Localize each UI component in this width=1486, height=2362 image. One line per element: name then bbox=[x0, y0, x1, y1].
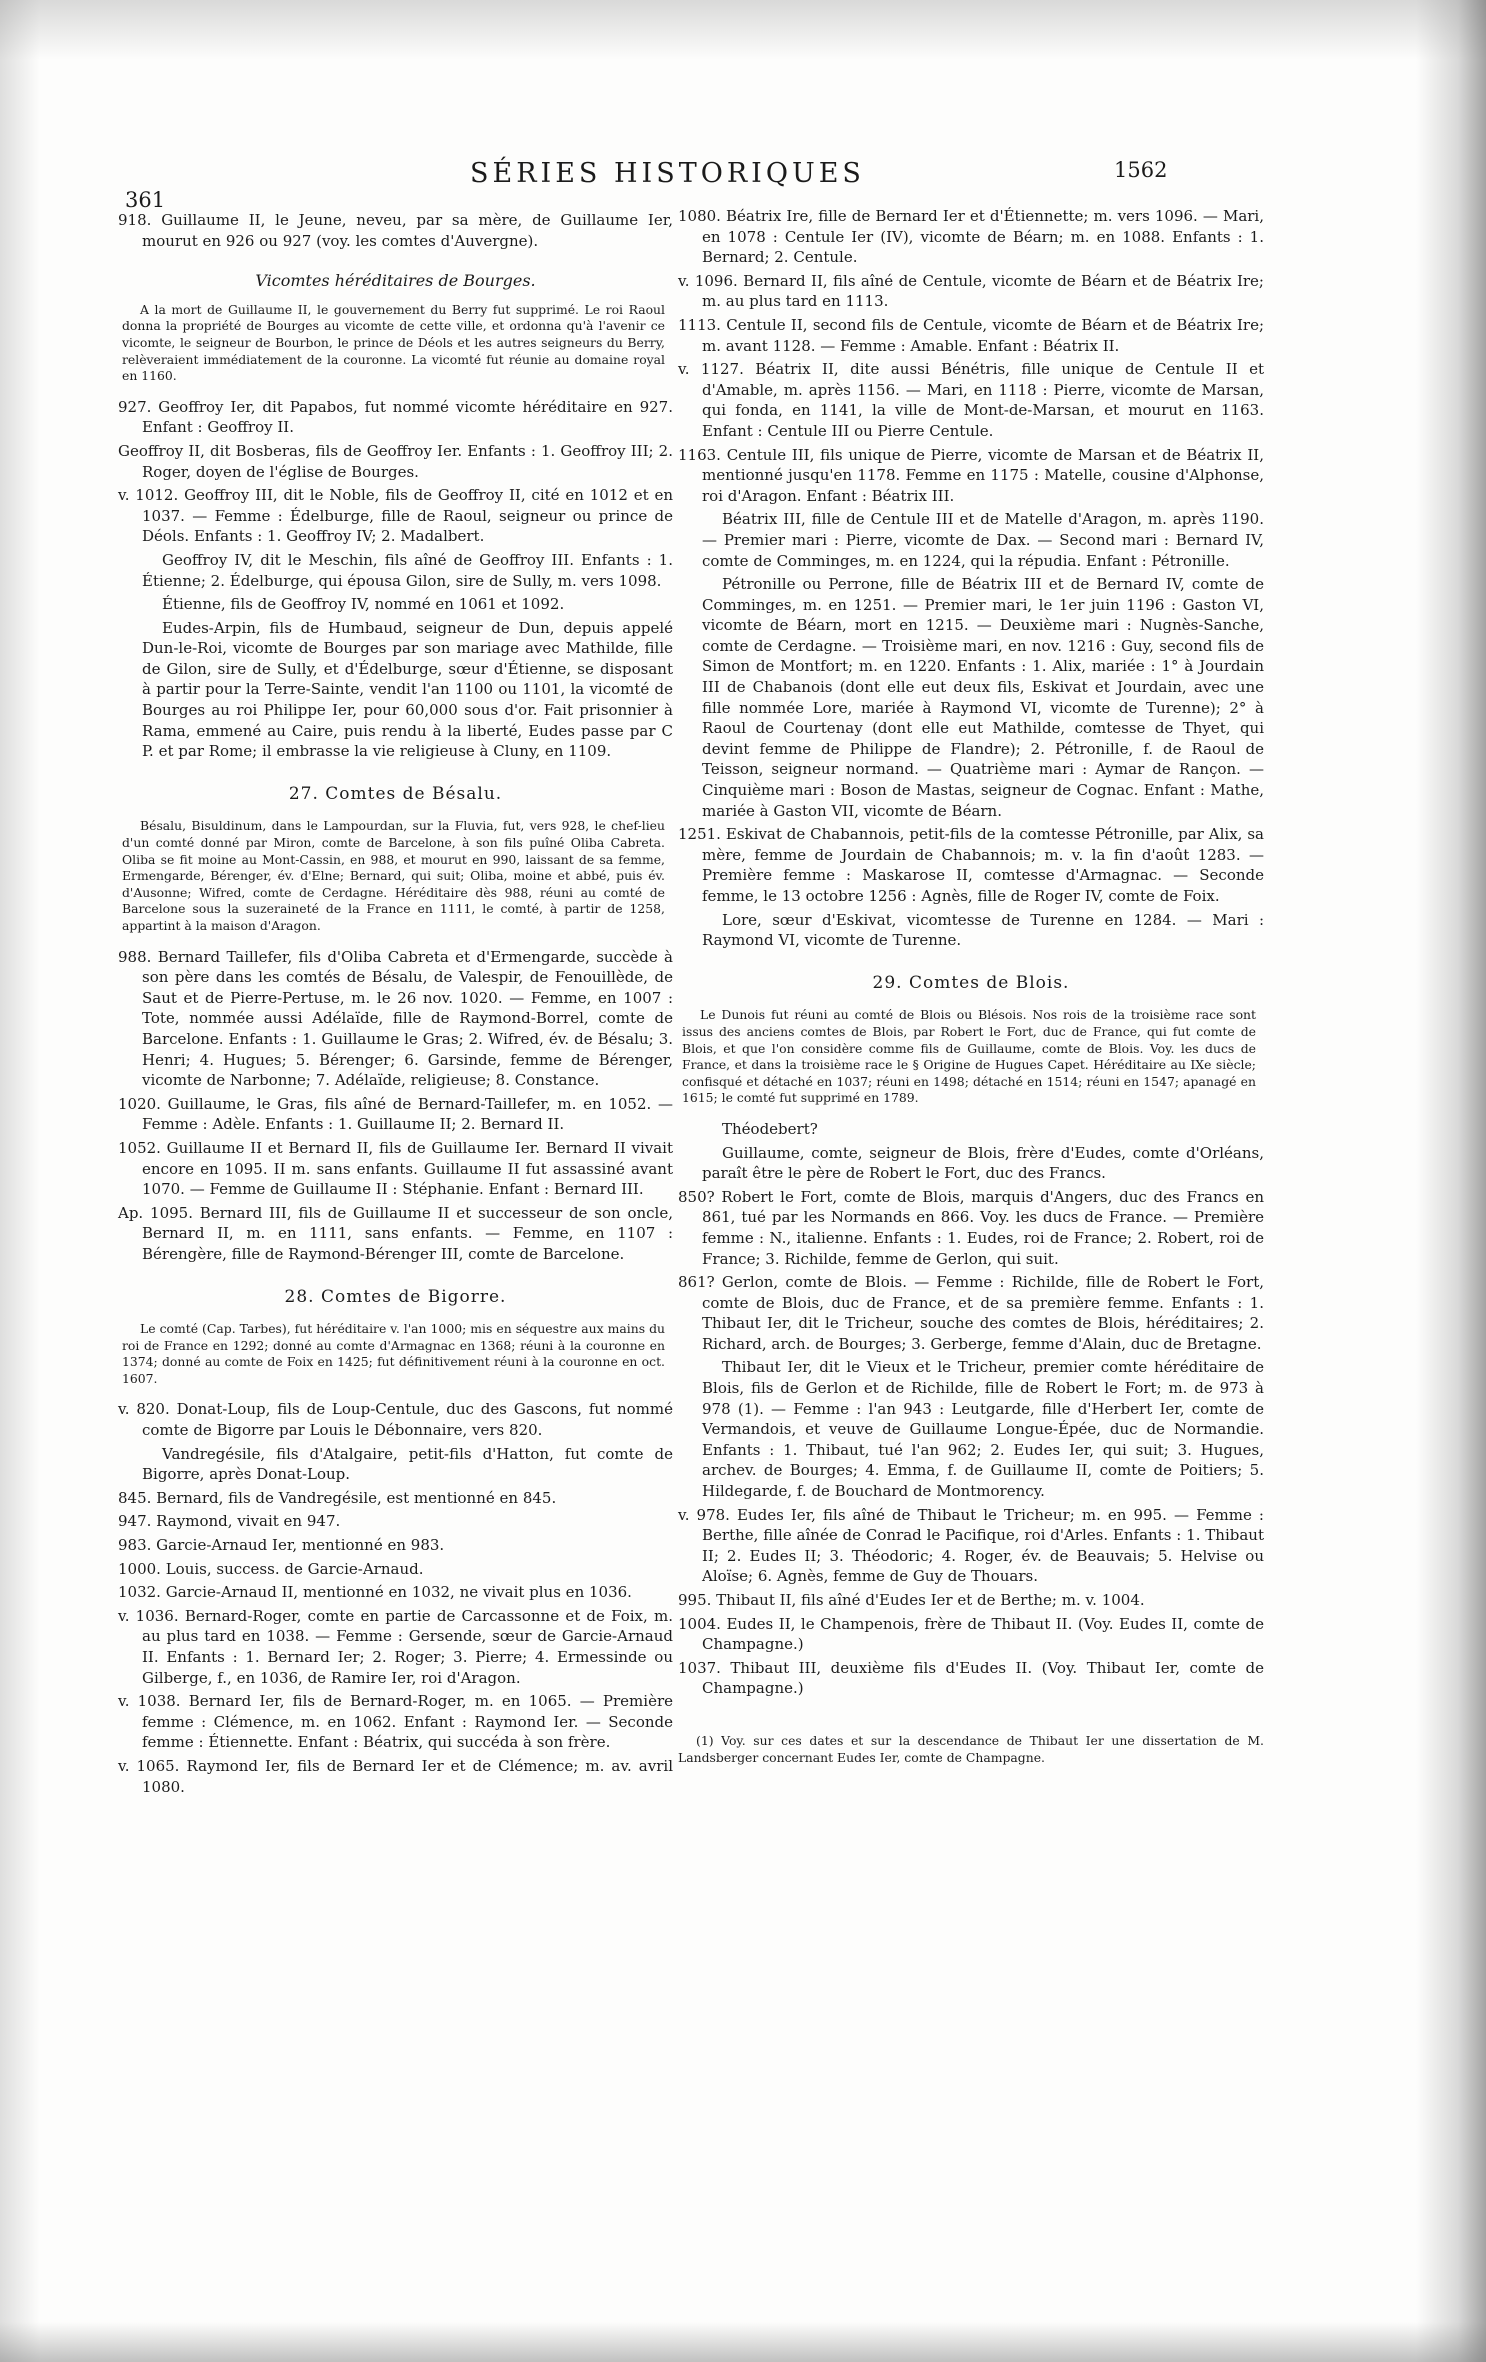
entry: v. 1065. Raymond Ier, fils de Bernard Ier et de Clémence; m. av. avril 1080. bbox=[118, 1756, 673, 1796]
entry: 1052. Guillaume II et Bernard II, fils de Guillaume Ier. Bernard II vivait encore en 1095. II m. sans enfants. Guillaume II fut assassiné avant 1070. — Femme de Guillaume II : Stéphanie. Enfant : Bernard III. bbox=[118, 1138, 673, 1199]
section-heading: 27. Comtes de Bésalu. bbox=[288, 783, 503, 804]
running-title: SÉRIES HISTORIQUES bbox=[470, 158, 865, 189]
section-intro: A la mort de Guillaume II, le gouvernement du Berry fut supprimé. Le roi Raoul donna la propriété de Bourges au vicomte de cette ville, et ordonna qu'à l'avenir ce vicomte, le seigneur de Bourbon, le prince de Déols et les autres seigneurs du Berry, relèveraient immédiatement de la couronne. La vicomté fut réunie au domaine royal en 1160. bbox=[122, 301, 665, 384]
entry: 988. Bernard Taillefer, fils d'Oliba Cabreta et d'Ermengarde, succède à son père dans les comtés de Bésalu, de Valespir, de Fenouillède, de Saut et de Pierre-Pertuse, m. le 26 nov. 1020. — Femme, en 1007 : Tote, nommée aussi Adélaïde, fille de Raymond-Borrel, comte de Barcelone. Enfants : 1. Guillaume le Gras; 2. Wifred, év. de Bésalu; 3. Henri; 4. Hugues; 5. Bérenger; 6. Garsinde, femme de Bérenger, vicomte de Narbonne; 7. Adélaïde, religieuse; 8. Constance. bbox=[118, 947, 673, 1090]
entry: Étienne, fils de Geoffroy IV, nommé en 1061 et 1092. bbox=[162, 595, 565, 614]
section-intro: Bésalu, Bisuldinum, dans le Lampourdan, sur la Fluvia, fut, vers 928, le chef-lieu d'un comté donné par Miron, comte de Barcelone, à son fils puîné Oliba Cabreta. Oliba se fit moine au Mont-Cassin, en 988, et mourut en 990, laissant de sa femme, Ermengarde, Bérenger, év. d'Elne; Bernard, qui suit; Oliba, moine et abbé, puis év. d'Ausonne; Wifred, comte de Cerdagne. Héréditaire dès 988, réuni au comté de Barcelone sous la suzeraineté de la France en 1111, le comté, à partir de 1258, appartint à la maison d'Aragon. bbox=[122, 818, 665, 933]
entry: Vandregésile, fils d'Atalgaire, petit-fils d'Hatton, fut comte de Bigorre, après Donat-Loup. bbox=[142, 1444, 673, 1484]
entry: 1032. Garcie-Arnaud II, mentionné en 1032, ne vivait plus en 1036. bbox=[118, 1583, 632, 1602]
entry: 995. Thibaut II, fils aîné d'Eudes Ier et de Berthe; m. v. 1004. bbox=[678, 1591, 1145, 1609]
entry: 1163. Centule III, fils unique de Pierre, vicomte de Marsan et de Béatrix II, mentionné jusqu'en 1178. Femme en 1175 : Matelle, cousine d'Alphonse, roi d'Aragon. Enfant : Béatrix III. bbox=[678, 445, 1264, 505]
entry: 947. Raymond, vivait en 947. bbox=[118, 1512, 341, 1531]
page-header bbox=[0, 158, 1486, 212]
entry: v. 1127. Béatrix II, dite aussi Bénétris, fille unique de Centule II et d'Amable, m. après 1156. — Mari, en 1118 : Pierre, vicomte de Marsan, qui fonda, en 1141, la ville de Mont-de-Marsan, et mourut en 1163. Enfant : Centule III ou Pierre Centule. bbox=[678, 360, 1264, 440]
entry: Béatrix III, fille de Centule III et de Matelle d'Aragon, m. après 1190. — Premier mari : Pierre, vicomte de Dax. — Second mari : Bernard IV, comte de Comminges, m. en 1224, qui la répudia. Enfant : Pétronille. bbox=[702, 510, 1264, 570]
entry: Théodebert? bbox=[722, 1119, 818, 1138]
entry: Ap. 1095. Bernard III, fils de Guillaume II et successeur de son oncle, Bernard II, m. en 1111, sans enfants. — Femme, en 1107 : Bérengère, fille de Raymond-Bérenger III, comte de Barcelone. bbox=[118, 1203, 673, 1263]
section-intro: Le Dunois fut réuni au comté de Blois ou Blésois. Nos rois de la troisième race sont issus des anciens comtes de Blois, par Robert le Fort, duc de France, qui fut comte de Blois, et que l'on considère comme fils de Guillaume, comte de Blois. Voy. les ducs de France, et dans la troisième race le § Origine de Hugues Capet. Héréditaire au IXe siècle; confisqué et détaché en 1037; réuni en 1498; détaché en 1514; réuni en 1547; apanagé en 1615; le comté fut supprimé en 1789. bbox=[682, 1007, 1256, 1106]
page-number-left: 361 bbox=[125, 188, 166, 212]
entry: 1020. Guillaume, le Gras, fils aîné de Bernard-Taillefer, m. en 1052. — Femme : Adèle. Enfants : 1. Guillaume II; 2. Bernard II. bbox=[118, 1094, 673, 1134]
section-heading: 28. Comtes de Bigorre. bbox=[284, 1286, 507, 1307]
entry: v. 1036. Bernard-Roger, comte en partie de Carcassonne et de Foix, m. au plus tard en 1038. — Femme : Gersende, sœur de Garcie-Arnaud II. Enfants : 1. Bernard Ier; 2. Roger; 3. Pierre; 4. Ermessinde ou Gilberge, f., en 1036, de Ramire Ier, roi d'Aragon. bbox=[118, 1606, 673, 1687]
entry: 861? Gerlon, comte de Blois. — Femme : Richilde, fille de Robert le Fort, comte de Blois, duc de France, et de sa première femme. Enfants : 1. Thibaut Ier, dit le Tricheur, souche des comtes de Blois, héréditaires; 2. Richard, arch. de Bourges; 3. Gerberge, femme d'Alain, duc de Bretagne. bbox=[678, 1273, 1264, 1353]
entry: 918. Guillaume II, le Jeune, neveu, par sa mère, de Guillaume Ier, mourut en 926 ou 927 (voy. les comtes d'Auvergne). bbox=[118, 211, 673, 250]
scan-shadow-left bbox=[0, 0, 40, 2362]
entry: 1113. Centule II, second fils de Centule, vicomte de Béarn et de Béatrix Ire; m. avant 1128. — Femme : Amable. Enfant : Béatrix II. bbox=[678, 315, 1264, 355]
scan-shadow-top bbox=[0, 0, 1486, 60]
entry: Guillaume, comte, seigneur de Blois, frère d'Eudes, comte d'Orléans, paraît être le père de Robert le Fort, duc des Francs. bbox=[702, 1143, 1264, 1183]
scan-shadow-bottom bbox=[0, 2322, 1486, 2362]
entry: 1037. Thibaut III, deuxième fils d'Eudes II. (Voy. Thibaut Ier, comte de Champagne.) bbox=[678, 1658, 1264, 1698]
right-column bbox=[678, 206, 1264, 1766]
entry: v. 1038. Bernard Ier, fils de Bernard-Roger, m. en 1065. — Première femme : Clémence, m. en 1062. Enfant : Raymond Ier. — Seconde femme : Étiennette. Enfant : Béatrix, qui succéda à son frère. bbox=[118, 1692, 673, 1752]
section-intro: Le comté (Cap. Tarbes), fut héréditaire v. l'an 1000; mis en séquestre aux mains du roi de France en 1292; donné au comte d'Armagnac en 1368; réuni à la couronne en 1374; donné au comte de Foix en 1425; fut définitivement réuni à la couronne en oct. 1607. bbox=[122, 1321, 665, 1386]
entry: v. 1012. Geoffroy III, dit le Noble, fils de Geoffroy II, cité en 1012 et en 1037. — Femme : Édelburge, fille de Raoul, seigneur ou prince de Déols. Enfants : 1. Geoffroy IV; 2. Madalbert. bbox=[118, 486, 673, 546]
entry: 927. Geoffroy Ier, dit Papabos, fut nommé vicomte héréditaire en 927. Enfant : Geoffroy II. bbox=[118, 397, 673, 437]
entry: Geoffroy IV, dit le Meschin, fils aîné de Geoffroy III. Enfants : 1. Étienne; 2. Édelburge, qui épousa Gilon, sire de Sully, m. vers 1098. bbox=[142, 550, 673, 590]
entry: 1080. Béatrix Ire, fille de Bernard Ier et d'Étiennette; m. vers 1096. — Mari, en 1078 : Centule Ier (IV), vicomte de Béarn; m. en 1088. Enfants : 1. Bernard; 2. Centule. bbox=[678, 207, 1264, 267]
scan-shadow-right bbox=[1416, 0, 1486, 2362]
left-column bbox=[118, 210, 673, 1800]
entry: Lore, sœur d'Eskivat, vicomtesse de Turenne en 1284. — Mari : Raymond VI, vicomte de Turenne. bbox=[702, 910, 1264, 950]
entry: 1251. Eskivat de Chabannois, petit-fils de la comtesse Pétronille, par Alix, sa mère, femme de Jourdain de Chabannois; m. v. la fin d'août 1283. — Première femme : Maskarose II, comtesse d'Armagnac. — Seconde femme, le 13 octobre 1256 : Agnès, fille de Roger IV, comte de Foix. bbox=[678, 825, 1264, 905]
entry: v. 1096. Bernard II, fils aîné de Centule, vicomte de Béarn et de Béatrix Ire; m. au plus tard en 1113. bbox=[678, 271, 1264, 311]
entry: Pétronille ou Perrone, fille de Béatrix III et de Bernard IV, comte de Comminges, m. en 1251. — Premier mari, le 1er juin 1196 : Gaston VI, vicomte de Béarn, mort en 1215. — Deuxième mari : Nugnès-Sanche, comte de Cerdagne. — Troisième mari, en nov. 1216 : Guy, second fils de Simon de Montfort; m. en 1220. Enfants : 1. Alix, mariée : 1° à Jourdain III de Chabanois (dont elle eut deux fils, Eskivat et Jourdain, avec une fille nommée Lore, mariée à Raymond VI, vicomte de Turenne); 2° à Raoul de Courtenay (dont elle eut Mathilde, comtesse de Thyet, qui devint femme de Philippe de Flandre); 2. Pétronille, f. de Raoul de Teisson, seigneur normand. — Quatrième mari : Aymar de Rançon. — Cinquième mari : Boson de Mastas, seigneur de Cognac. Enfant : Mathe, mariée à Gaston VII, vicomte de Béarn. bbox=[702, 575, 1264, 820]
section-heading: 29. Comtes de Blois. bbox=[872, 972, 1070, 993]
entry: v. 820. Donat-Loup, fils de Loup-Centule, duc des Gascons, fut nommé comte de Bigorre par Louis le Débonnaire, vers 820. bbox=[118, 1400, 673, 1440]
entry: Thibaut Ier, dit le Vieux et le Tricheur, premier comte héréditaire de Blois, fils de Gerlon et de Richilde, fille de Robert le Fort; m. de 973 à 978 (1). — Femme : l'an 943 : Leutgarde, fille d'Herbert Ier, comte de Vermandois, et veuve de Guillaume Longue-Épée, duc de Normandie. Enfants : 1. Thibaut, tué l'an 962; 2. Eudes Ier, qui suit; 3. Hugues, archev. de Bourges; 4. Emma, f. de Guillaume II, comte de Poitiers; 5. Hildegarde, f. de Bouchard de Montmorency. bbox=[702, 1358, 1264, 1501]
entry: Geoffroy II, dit Bosberas, fils de Geoffroy Ier. Enfants : 1. Geoffroy III; 2. Roger, doyen de l'église de Bourges. bbox=[118, 441, 673, 481]
entry: v. 978. Eudes Ier, fils aîné de Thibaut le Tricheur; m. en 995. — Femme : Berthe, fille aînée de Conrad le Pacifique, roi d'Arles. Enfants : 1. Thibaut II; 2. Eudes II; 3. Théodoric; 4. Roger, év. de Beauvais; 5. Helvise ou Aloïse; 6. Agnès, femme de Guy de Thouars. bbox=[678, 1505, 1264, 1586]
entry: 845. Bernard, fils de Vandregésile, est mentionné en 845. bbox=[118, 1488, 557, 1507]
section-heading: Vicomtes héréditaires de Bourges. bbox=[255, 271, 536, 291]
entry: 1000. Louis, success. de Garcie-Arnaud. bbox=[118, 1559, 424, 1578]
page-number-right: 1562 bbox=[1114, 158, 1168, 182]
entry: 1004. Eudes II, le Champenois, frère de Thibaut II. (Voy. Eudes II, comte de Champagne.) bbox=[678, 1614, 1264, 1654]
entry: 850? Robert le Fort, comte de Blois, marquis d'Angers, duc des Francs en 861, tué par les Normands en 866. Voy. les ducs de France. — Première femme : N., italienne. Enfants : 1. Eudes, roi de France; 2. Robert, roi de France; 3. Richilde, femme de Gerlon, qui suit. bbox=[678, 1187, 1264, 1268]
entry: 983. Garcie-Arnaud Ier, mentionné en 983. bbox=[118, 1536, 445, 1555]
entry: Eudes-Arpin, fils de Humbaud, seigneur de Dun, depuis appelé Dun-le-Roi, vicomte de Bourges par son mariage avec Mathilde, fille de Gilon, sire de Sully, et d'Édelburge, sœur d'Étienne, se disposant à partir pour la Terre-Sainte, vendit l'an 1100 ou 1101, la vicomté de Bourges au roi Philippe Ier, pour 60,000 sous d'or. Fait prisonnier à Rama, emmené au Caire, puis rendu à la liberté, Eudes passe par C P. et par Rome; il embrasse la vie religieuse à Cluny, en 1109. bbox=[142, 618, 673, 761]
footnote: (1) Voy. sur ces dates et sur la descendance de Thibaut Ier une dissertation de M. Landsberger concernant Eudes Ier, comte de Champagne. bbox=[678, 1732, 1264, 1765]
